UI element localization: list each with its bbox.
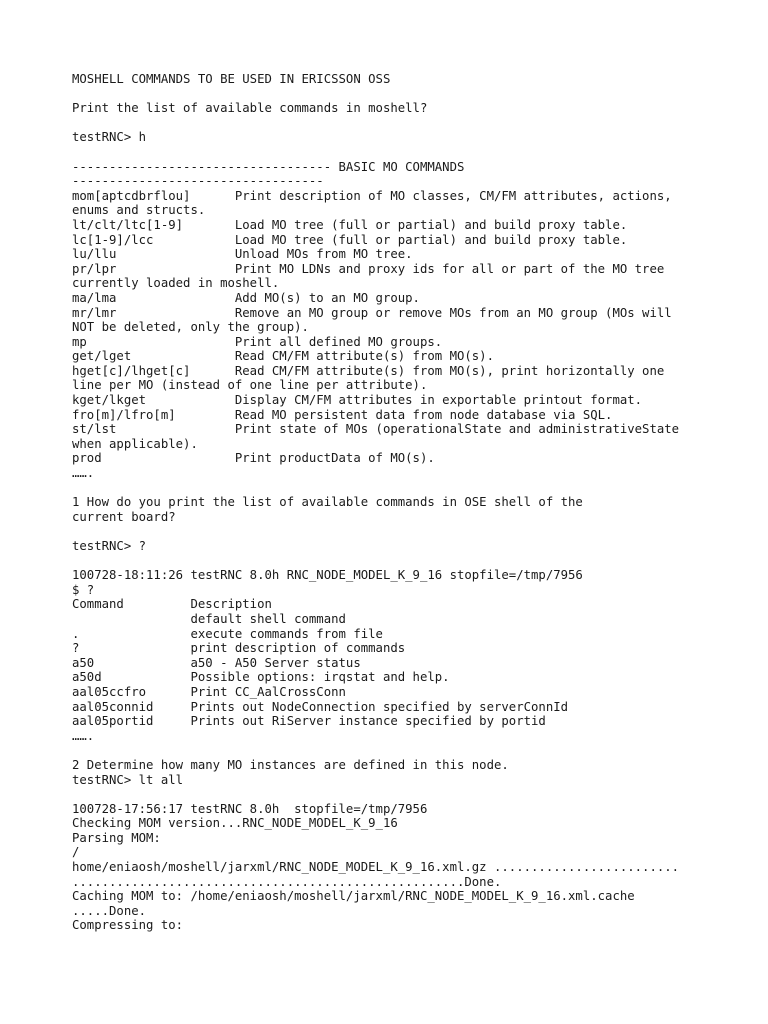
text-line: lt/clt/ltc[1-9] Load MO tree (full or partial) and build proxy table. [72, 217, 628, 232]
text-line: Parsing MOM: [72, 830, 161, 845]
text-line [72, 481, 712, 496]
text-line: lc[1-9]/lcc Load MO tree (full or partial) and build proxy table. [72, 232, 628, 247]
text-line: ……. [72, 466, 95, 481]
text-line: currently loaded in moshell. [72, 276, 280, 291]
text-line: mom[aptcdbrflou] Print description of MO classes, CM/FM attributes, actions, [72, 188, 672, 203]
text-line: a50 a50 - A50 Server status [72, 655, 361, 670]
text-line: testRNC> ? [72, 539, 147, 553]
text-line: hget[c]/lhget[c] Read CM/FM attribute(s) from MO(s), print horizontally one [72, 363, 665, 378]
text-line: NOT be deleted, only the group). [72, 320, 309, 335]
text-line: default shell command [72, 611, 346, 626]
text-line: Command Description [72, 597, 272, 612]
text-line: / [72, 845, 80, 860]
text-line: a50d Possible options: irqstat and help. [72, 670, 450, 685]
text-line: ? print description of commands [72, 641, 406, 656]
text-line: .....Done. [72, 903, 147, 918]
text-line: ……. [72, 728, 95, 743]
text-line [72, 743, 712, 758]
text-line: 1 How do you print the list of available commands in OSE shell of the [72, 495, 583, 510]
text-line: lu/llu Unload MOs from MO tree. [72, 247, 413, 262]
text-line: ----------------------------------- BASIC MO COMMANDS [72, 159, 465, 174]
text-line: 100728-17:56:17 testRNC 8.0h stopfile=/tmp/7956 [72, 801, 428, 816]
text-line: testRNC> h [72, 130, 147, 145]
text-line: 100728-18:11:26 testRNC 8.0h RNC_NODE_MODEL_K_9_16 stopfile=/tmp/7956 [72, 568, 583, 583]
text-line: mp Print all defined MO groups. [72, 334, 443, 349]
text-line: 2 Determine how many MO instances are defined in this node. [72, 757, 509, 772]
text-line: .....................................................Done. [72, 874, 502, 889]
text-line: Compressing to: [72, 918, 184, 933]
text-line: ma/lma Add MO(s) to an MO group. [72, 290, 420, 305]
text-line: Caching MOM to: /home/eniaosh/moshell/jarxml/RNC_NODE_MODEL_K_9_16.xml.cache [72, 889, 635, 904]
text-line [72, 554, 712, 569]
text-line: prod Print productData of MO(s). [72, 451, 435, 466]
text-line: $ ? [72, 582, 95, 597]
text-line: st/lst Print state of MOs (operationalState and administrativeState [72, 422, 680, 437]
text-line: home/eniaosh/moshell/jarxml/RNC_NODE_MODEL_K_9_16.xml.gz ......................... [72, 860, 680, 875]
text-line: ---------------------------------- [72, 174, 324, 189]
text-line: aal05portid Prints out RiServer instance specified by portid [72, 714, 546, 729]
text-line: pr/lpr Print MO LDNs and proxy ids for all or part of the MO tree [72, 261, 665, 276]
text-line: aal05ccfro Print CC_AalCrossConn [72, 684, 346, 699]
text-line [72, 524, 712, 539]
text-line [72, 145, 712, 160]
text-line: testRNC> lt all [72, 772, 184, 787]
text-line: Checking MOM version...RNC_NODE_MODEL_K_9_16 [72, 816, 398, 831]
text-line: Print the list of available commands in moshell? [72, 101, 428, 116]
document-body [72, 72, 712, 933]
text-line [72, 787, 712, 802]
text-line: aal05connid Prints out NodeConnection specified by serverConnId [72, 699, 569, 714]
text-line [72, 116, 712, 131]
text-line: enums and structs. [72, 203, 206, 218]
text-line [72, 87, 712, 102]
text-line: get/lget Read CM/FM attribute(s) from MO(s). [72, 349, 494, 364]
text-line: current board? [72, 509, 176, 524]
text-line: mr/lmr Remove an MO group or remove MOs from an MO group (MOs will [72, 305, 672, 320]
text-line: when applicable). [72, 436, 198, 451]
text-line: line per MO (instead of one line per attribute). [72, 378, 428, 393]
text-line: . execute commands from file [72, 626, 383, 641]
text-line: MOSHELL COMMANDS TO BE USED IN ERICSSON OSS [72, 72, 391, 86]
text-line: fro[m]/lfro[m] Read MO persistent data from node database via SQL. [72, 407, 613, 422]
text-line: kget/lkget Display CM/FM attributes in exportable printout format. [72, 393, 643, 408]
